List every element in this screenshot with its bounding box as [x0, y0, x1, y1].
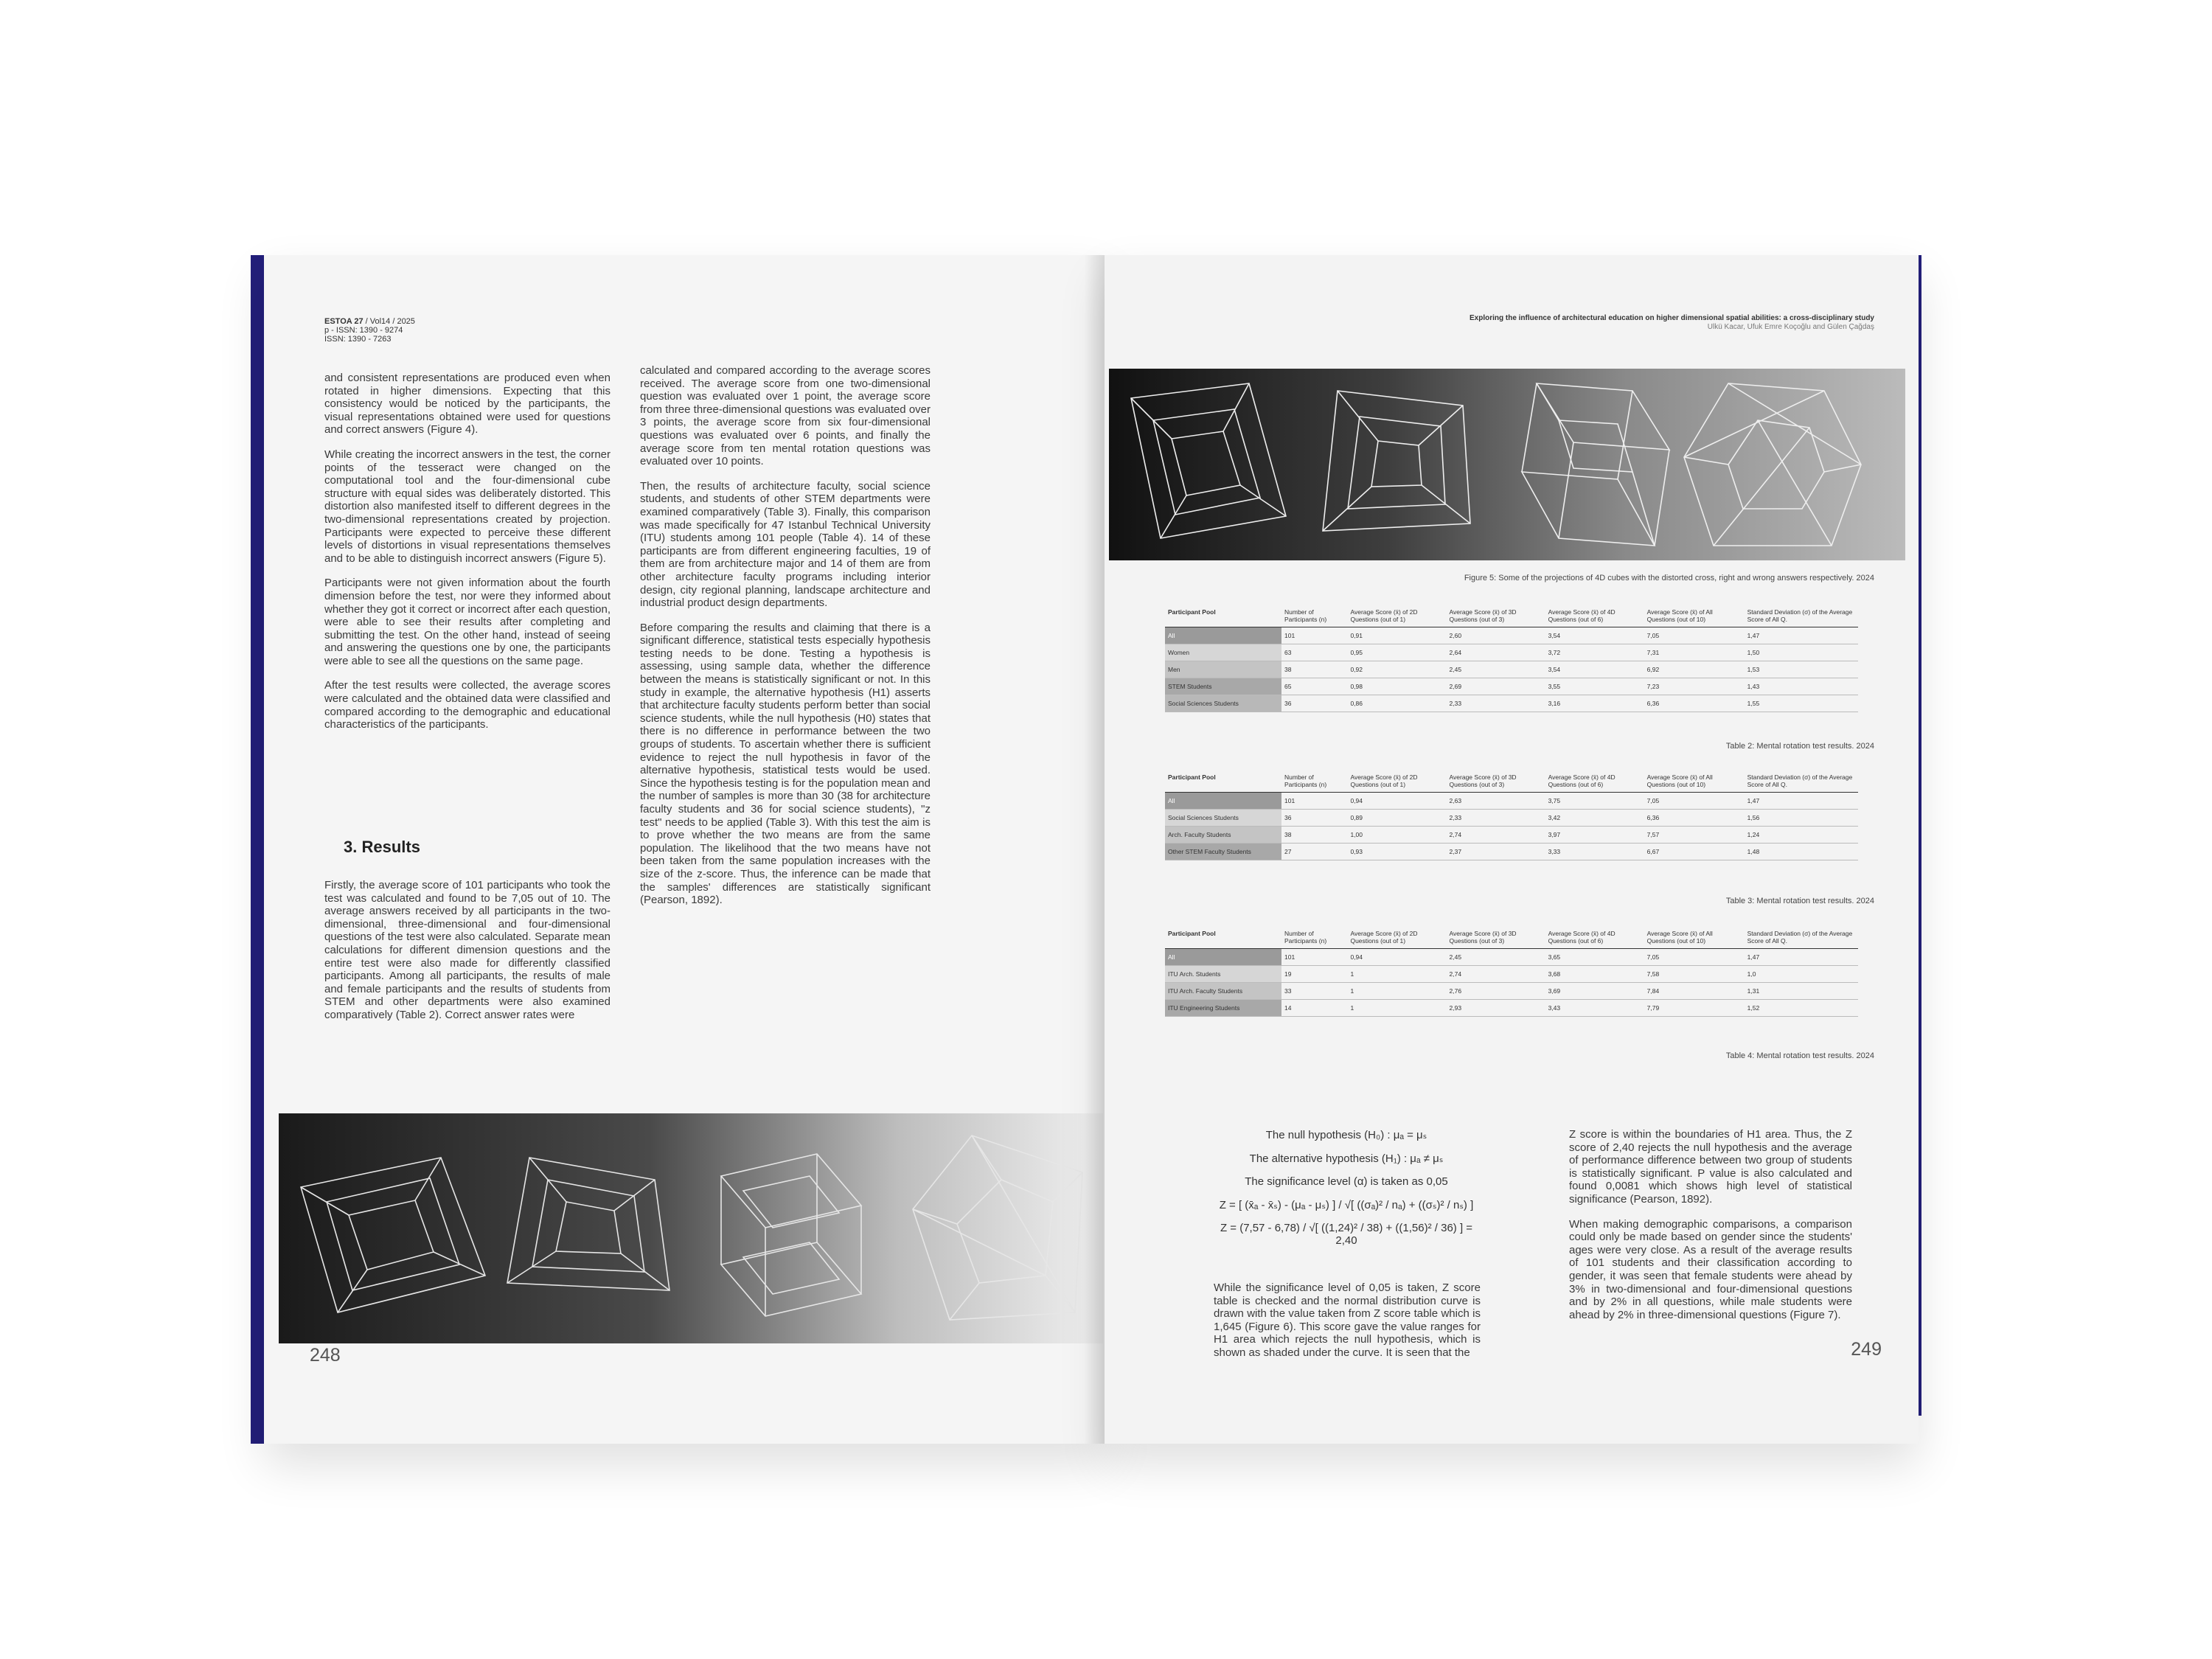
tesseract-projection [1684, 383, 1861, 546]
table-cell: 3,72 [1545, 644, 1644, 661]
paragraph: After the test results were collected, the average scores were calculated and the obtained data were classified and compared according to the demographic and educational characteristics of the participants. [324, 679, 611, 731]
formula-line: The significance level (α) is taken as 0,05 [1245, 1175, 1448, 1188]
tesseract-projection [1522, 383, 1669, 546]
row-label: Social Sciences Students [1165, 695, 1281, 712]
table-cell: 2,63 [1447, 793, 1545, 810]
table-cell: 2,74 [1447, 827, 1545, 844]
table-cell: 6,36 [1644, 695, 1745, 712]
left-column-1 [324, 372, 611, 743]
table-cell: 2,76 [1447, 983, 1545, 1000]
table-row [1165, 661, 1858, 678]
table-cell: 0,98 [1347, 678, 1446, 695]
table-cell: 6,92 [1644, 661, 1745, 678]
table-4 [1165, 928, 1858, 1017]
table-cell: 14 [1281, 1000, 1347, 1017]
table-cell: 3,42 [1545, 810, 1644, 827]
table-cell: 7,57 [1644, 827, 1745, 844]
table-cell: 1,47 [1745, 793, 1858, 810]
table-cell: 2,74 [1447, 966, 1545, 983]
column-header: Average Score (x̄) of 2D Questions (out of 1) [1347, 606, 1446, 627]
table-row [1165, 949, 1858, 966]
row-label: STEM Students [1165, 678, 1281, 695]
left-column-2 [640, 364, 931, 919]
table-cell: 3,55 [1545, 678, 1644, 695]
table-row [1165, 810, 1858, 827]
table-row [1165, 627, 1858, 644]
table-cell: 3,16 [1545, 695, 1644, 712]
table-cell: 6,36 [1644, 810, 1745, 827]
article-header [1470, 314, 1874, 332]
column-header: Average Score (x̄) of 4D Questions (out of 6) [1545, 771, 1644, 793]
results-paragraph [324, 879, 611, 1034]
table-cell: 1,56 [1745, 810, 1858, 827]
column-header: Participant Pool [1165, 928, 1281, 949]
table-cell: 7,05 [1644, 793, 1745, 810]
table-cell: 33 [1281, 983, 1347, 1000]
row-label: All [1165, 793, 1281, 810]
column-header: Participant Pool [1165, 771, 1281, 793]
formula-line: The null hypothesis (H₀) : μₐ = μₛ [1265, 1129, 1427, 1141]
column-header: Number of Participants (n) [1281, 928, 1347, 949]
page-number-right: 249 [1851, 1339, 1882, 1360]
table-cell: 3,43 [1545, 1000, 1644, 1017]
table-cell: 27 [1281, 844, 1347, 860]
figure-5-caption: Figure 5: Some of the projections of 4D cubes with the distorted cross, right and wrong answers respectively. 2024 [1464, 574, 1874, 582]
paragraph: Z score is within the boundaries of H1 area. Thus, the Z score of 2,40 rejects the null hypothesis and the average of performance difference between two group of students is statistically significant. P value is also calculated and found 0,0081 which shows high level of statistical significance (Pearson, 1892). [1569, 1128, 1852, 1206]
row-label: Arch. Faculty Students [1165, 827, 1281, 844]
distorted-tesseract-projections [1109, 369, 1905, 560]
table-row [1165, 983, 1858, 1000]
article-title: Exploring the influence of architectural education on higher dimensional spatial abilities: a cross-disciplinary study [1469, 314, 1874, 322]
table-cell: 1,0 [1745, 966, 1858, 983]
row-label: All [1165, 627, 1281, 644]
table-cell: 0,92 [1347, 661, 1446, 678]
table-cell: 101 [1281, 793, 1347, 810]
page-number-left: 248 [310, 1345, 341, 1366]
table-cell: 3,69 [1545, 983, 1644, 1000]
table-cell: 2,33 [1447, 695, 1545, 712]
table-cell: 65 [1281, 678, 1347, 695]
table-row [1165, 1000, 1858, 1017]
table-cell: 1,48 [1745, 844, 1858, 860]
row-label: Social Sciences Students [1165, 810, 1281, 827]
table-cell: 1,43 [1745, 678, 1858, 695]
figure-4-image [279, 1113, 1103, 1343]
book-edge-left [251, 255, 264, 1444]
table-header-row [1165, 928, 1858, 949]
table-cell: 3,97 [1545, 827, 1644, 844]
paragraph: and consistent representations are produced even when rotated in higher dimensions. Expecting that this consistency would be noticed by the participants, the visual representations obtained were used for questions and correct answers (Figure 4). [324, 372, 611, 437]
tesseract-projection [721, 1154, 861, 1316]
table-cell: 6,67 [1644, 844, 1745, 860]
table-cell: 3,68 [1545, 966, 1644, 983]
table-cell: 36 [1281, 695, 1347, 712]
column-header: Average Score (x̄) of 2D Questions (out of 1) [1347, 771, 1446, 793]
column-header: Average Score (x̄) of 3D Questions (out of 3) [1447, 771, 1545, 793]
table-3 [1165, 771, 1858, 860]
row-label: Men [1165, 661, 1281, 678]
table-cell: 2,37 [1447, 844, 1545, 860]
table-cell: 0,91 [1347, 627, 1446, 644]
table-cell: 38 [1281, 661, 1347, 678]
table-row [1165, 695, 1858, 712]
column-header: Average Score (x̄) of All Questions (out of 10) [1644, 771, 1745, 793]
table-cell: 0,95 [1347, 644, 1446, 661]
paragraph: While creating the incorrect answers in the test, the corner points of the tesseract were changed on the computational tool and the four-dimensional cube structure with equal sides was deliberately distorted. This distortion also manifested itself to different degrees in the two-dimensional representations created by projection. Participants were expected to perceive these different levels of distortions in visual representations themselves and to be able to distinguish incorrect answers (Figure 5). [324, 448, 611, 565]
table-cell: 2,45 [1447, 949, 1545, 966]
formula-line: Z = [ (x̄ₐ - x̄ₛ) - (μₐ - μₛ) ] / √[ ((σₐ)² / nₐ) + ((σₛ)² / nₛ) ] [1219, 1199, 1474, 1211]
article-authors: Ulkü Kacar, Ufuk Emre Koçoğlu and Gülen Çağdaş [1707, 323, 1874, 331]
column-header: Average Score (x̄) of 3D Questions (out of 3) [1447, 606, 1545, 627]
table-row [1165, 793, 1858, 810]
table-cell: 0,89 [1347, 810, 1446, 827]
table-cell: 1,31 [1745, 983, 1858, 1000]
row-label: All [1165, 949, 1281, 966]
table-cell: 36 [1281, 810, 1347, 827]
table-cell: 38 [1281, 827, 1347, 844]
paragraph: When making demographic comparisons, a comparison could only be made based on gender since the students' ages were very close. As a result of the average results of 101 students and their classification according to gender, it was seen that female students were ahead by 3% in two-dimensional and four-dimensional questions and by 2% in all questions, while male students were ahead by 2% in three-dimensional questions (Figure 7). [1569, 1217, 1852, 1321]
table-3-caption: Table 3: Mental rotation test results. 2024 [1725, 897, 1874, 905]
column-header: Number of Participants (n) [1281, 606, 1347, 627]
table-cell: 7,05 [1644, 627, 1745, 644]
table-cell: 7,58 [1644, 966, 1745, 983]
tesseract-projection [1323, 391, 1470, 531]
issn-print: p - ISSN: 1390 - 9274 [324, 326, 403, 335]
journal-name: ESTOA 27 [324, 317, 364, 326]
table-cell: 7,31 [1644, 644, 1745, 661]
paragraph: Firstly, the average score of 101 participants who took the test was calculated and found to be 7,05 out of 10. The average answers received by all participants in the two-dimensional, three-dimensional and four-dimensional questions of the test were also calculated. Separate mean calculations for different dimension questions and the entire test were also made for differently classified participants. Among all participants, the results of male and female participants and the results of students from STEM and other departments were also examined comparatively (Table 2). Correct answer rates were [324, 879, 611, 1021]
table-cell: 63 [1281, 644, 1347, 661]
tesseract-projection [507, 1158, 669, 1290]
table-cell: 0,86 [1347, 695, 1446, 712]
table-cell: 7,05 [1644, 949, 1745, 966]
formula-line: Z = (7,57 - 6,78) / √[ ((1,24)² / 38) + ((1,56)² / 36) ] = 2,40 [1220, 1222, 1473, 1247]
column-header: Participant Pool [1165, 606, 1281, 627]
table-cell: 3,65 [1545, 949, 1644, 966]
table-cell: 1 [1347, 966, 1446, 983]
tesseract-projection [913, 1135, 1082, 1320]
row-label: ITU Arch. Faculty Students [1165, 983, 1281, 1000]
table-header-row [1165, 771, 1858, 793]
table-cell: 0,93 [1347, 844, 1446, 860]
table-cell: 2,33 [1447, 810, 1545, 827]
table-cell: 1,55 [1745, 695, 1858, 712]
table-2-caption: Table 2: Mental rotation test results. 2024 [1725, 742, 1874, 751]
column-header: Average Score (x̄) of 3D Questions (out of 3) [1447, 928, 1545, 949]
table-cell: 1,47 [1745, 949, 1858, 966]
column-header: Average Score (x̄) of 4D Questions (out of 6) [1545, 606, 1644, 627]
table-cell: 1 [1347, 983, 1446, 1000]
table-cell: 2,93 [1447, 1000, 1545, 1017]
table-cell: 19 [1281, 966, 1347, 983]
paragraph: Before comparing the results and claiming that there is a significant difference, statistical tests especially hypothesis testing needs to be done. Testing a hypothesis is assessing, using sample data, whether the difference between the means is statistically significant or not. In this study in example, the alternative hypothesis (H1) asserts that architecture faculty students perform better than social science students, while the null hypothesis (H0) states that there is no difference in performance between the two groups of students. To ascertain whether there is sufficient evidence to reject the null hypothesis in favor of the alternative hypothesis, statistical tests would be used. Since the hypothesis testing is for the population mean and the number of samples is more than 30 (38 for architecture faculty students and 36 for social science students), "z test" needs to be applied (Table 3). With this test the aim is to prove whether the two means are from the same population. The likelihood that the two means have not been taken from the same population increases with the size of the z-score. Thus, the inference can be made that the samples' differences are statistically significant (Pearson, 1892). [640, 621, 931, 907]
table-cell: 1,00 [1347, 827, 1446, 844]
table-row [1165, 644, 1858, 661]
column-header: Standard Deviation (σ) of the Average Score of All Q. [1745, 771, 1858, 793]
paragraph: calculated and compared according to the average scores received. The average score from one two-dimensional question was evaluated over 1 point, the average score from three three-dimensional questions was evaluated over 3 points, the average score from six four-dimensional questions was evaluated over 6 points, and finally the average score from ten mental rotation questions was evaluated over 10 points. [640, 364, 931, 468]
table-cell: 1,47 [1745, 627, 1858, 644]
journal-volume: / Vol14 / 2025 [365, 317, 415, 326]
table-cell: 7,84 [1644, 983, 1745, 1000]
paragraph: Then, the results of architecture faculty, social science students, and students of other STEM departments were examined comparatively (Table 3). Finally, this comparison was made specifically for 47 Istanbul Technical University (ITU) students among 101 people (Table 4). 14 of these participants are from different engineering faculties, 19 of them are from architecture major and 14 of them are from other architecture faculty programs including interior design, city regional planning, landscape architecture and industrial product design departments. [640, 479, 931, 610]
row-label: ITU Engineering Students [1165, 1000, 1281, 1017]
column-header: Average Score (x̄) of All Questions (out of 10) [1644, 606, 1745, 627]
table-cell: 7,79 [1644, 1000, 1745, 1017]
paragraph: While the significance level of 0,05 is taken, Z score table is checked and the normal distribution curve is drawn with the value taken from Z score table which is 1,645 (Figure 6). This score gave the value ranges for H1 area which rejects the null hypothesis, which is shown as shaded under the curve. It is seen that the [1214, 1281, 1481, 1359]
table-cell: 0,94 [1347, 793, 1446, 810]
tesseract-projection [301, 1158, 485, 1312]
table-cell: 2,64 [1447, 644, 1545, 661]
column-header: Average Score (x̄) of 2D Questions (out of 1) [1347, 928, 1446, 949]
tesseract-projection [1131, 383, 1286, 538]
table-row [1165, 844, 1858, 860]
row-label: Women [1165, 644, 1281, 661]
table-cell: 1,52 [1745, 1000, 1858, 1017]
table-2 [1165, 606, 1858, 712]
column-header: Standard Deviation (σ) of the Average Score of All Q. [1745, 928, 1858, 949]
table-cell: 2,60 [1447, 627, 1545, 644]
right-column-2 [1569, 1128, 1852, 1333]
tesseract-projections-4 [279, 1113, 1103, 1343]
table-cell: 7,23 [1644, 678, 1745, 695]
column-header: Standard Deviation (σ) of the Average Score of All Q. [1745, 606, 1858, 627]
section-heading: 3. Results [344, 838, 420, 856]
table-cell: 2,45 [1447, 661, 1545, 678]
formula-line: The alternative hypothesis (H₁) : μₐ ≠ μₛ [1249, 1152, 1444, 1165]
column-header: Average Score (x̄) of All Questions (out of 10) [1644, 928, 1745, 949]
table-cell: 3,33 [1545, 844, 1644, 860]
row-label: ITU Arch. Students [1165, 966, 1281, 983]
table-cell: 0,94 [1347, 949, 1446, 966]
paragraph: Participants were not given information about the fourth dimension before the test, nor were they informed about whether they got it correct or incorrect after each question, were able to see their results after completing and submitting the test. On the other hand, instead of seeing and answering the questions one by one, the participants were able to see all the questions on the same page. [324, 577, 611, 667]
table-row [1165, 827, 1858, 844]
table-cell: 3,75 [1545, 793, 1644, 810]
figure-5-image [1109, 369, 1905, 560]
right-column-1 [1214, 1281, 1481, 1371]
hypothesis-formulas [1214, 1128, 1479, 1257]
table-cell: 101 [1281, 949, 1347, 966]
issn-online: ISSN: 1390 - 7263 [324, 335, 392, 344]
row-label: Other STEM Faculty Students [1165, 844, 1281, 860]
table-4-caption: Table 4: Mental rotation test results. 2024 [1725, 1051, 1874, 1060]
column-header: Number of Participants (n) [1281, 771, 1347, 793]
table-row [1165, 678, 1858, 695]
table-cell: 1,24 [1745, 827, 1858, 844]
table-cell: 1 [1347, 1000, 1446, 1017]
journal-header [324, 317, 415, 344]
column-header: Average Score (x̄) of 4D Questions (out of 6) [1545, 928, 1644, 949]
table-cell: 101 [1281, 627, 1347, 644]
table-cell: 3,54 [1545, 627, 1644, 644]
table-header-row [1165, 606, 1858, 627]
table-cell: 2,69 [1447, 678, 1545, 695]
table-row [1165, 966, 1858, 983]
table-cell: 1,53 [1745, 661, 1858, 678]
table-cell: 3,54 [1545, 661, 1644, 678]
table-cell: 1,50 [1745, 644, 1858, 661]
